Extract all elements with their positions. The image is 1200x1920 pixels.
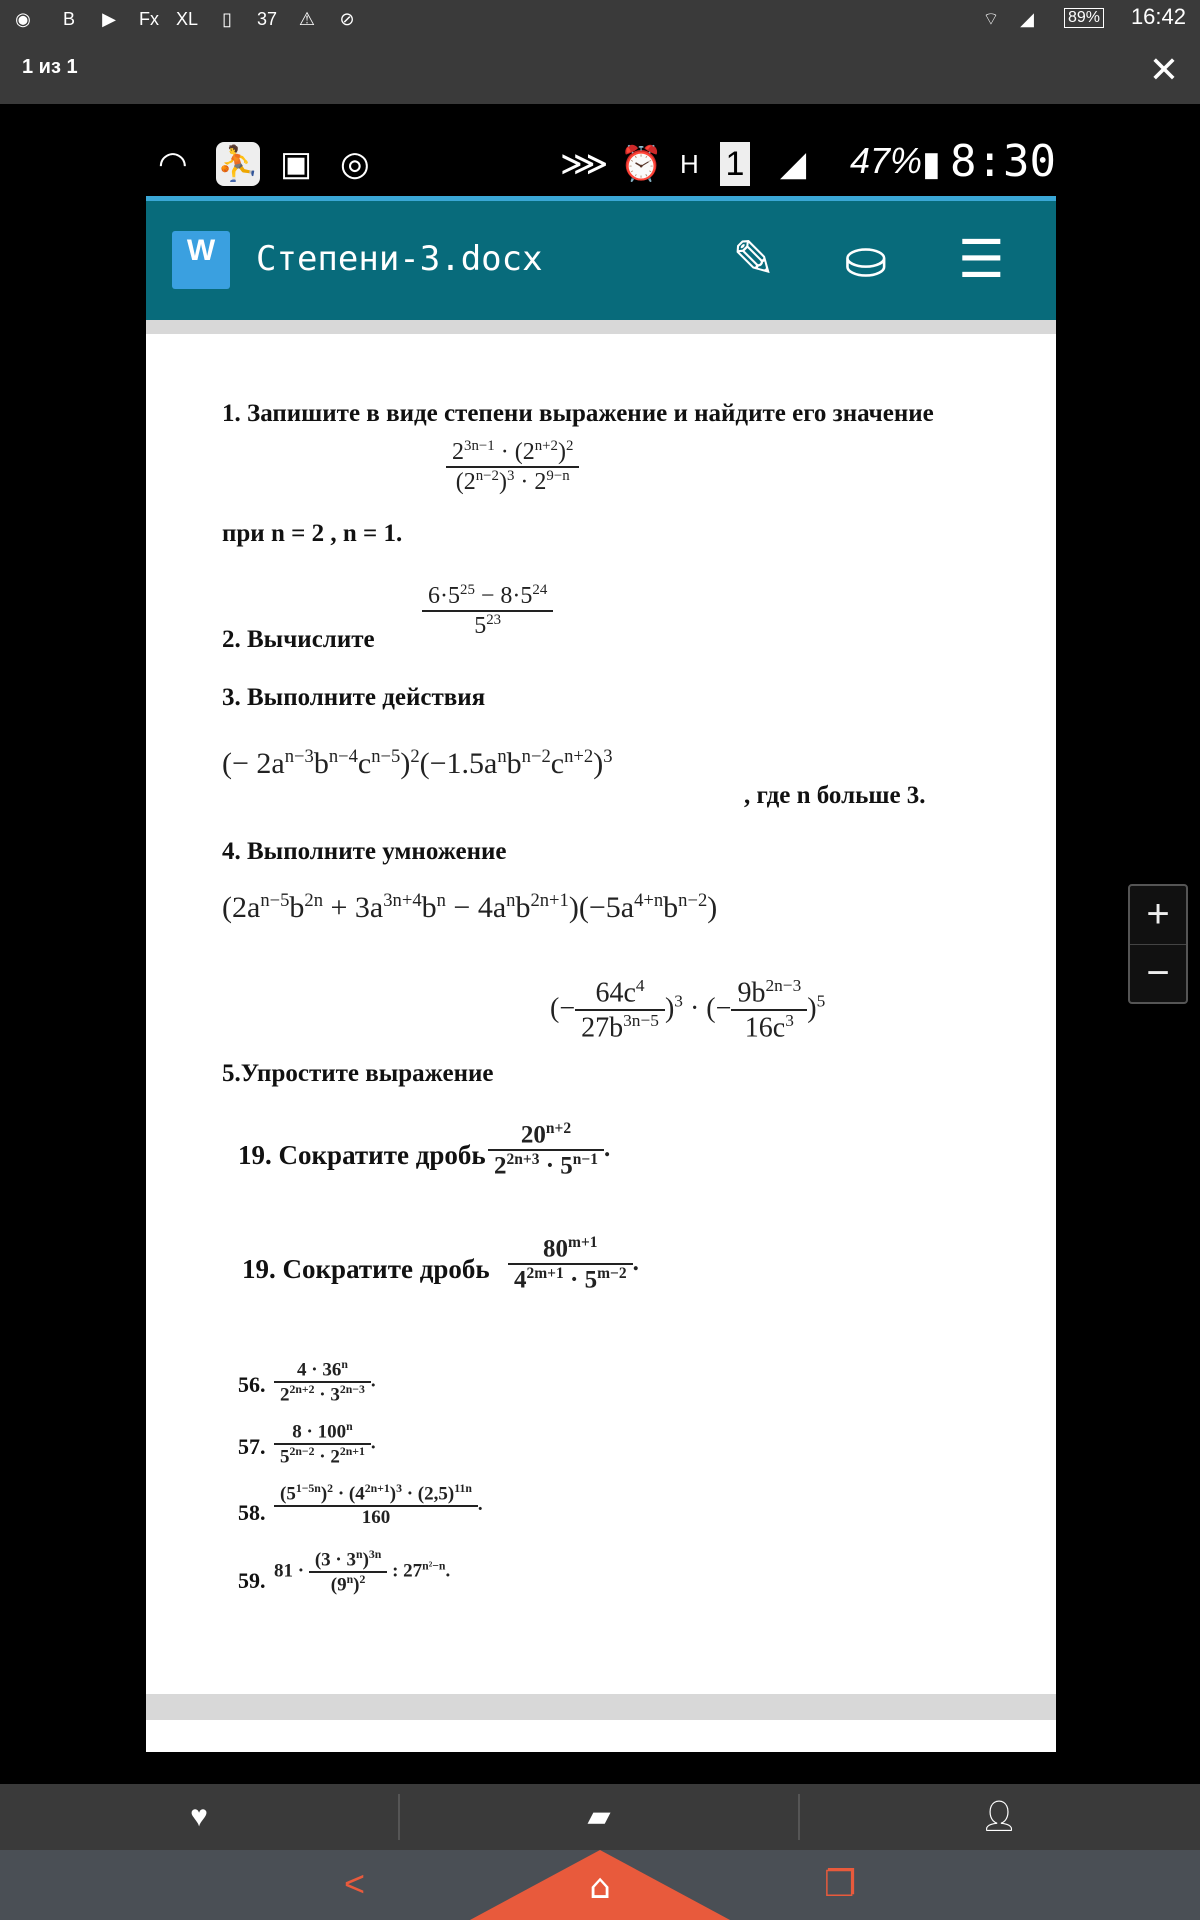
word-icon: W: [172, 231, 230, 289]
pen-icon: ✎: [732, 231, 776, 289]
vk-icon: В: [62, 9, 75, 29]
question-1-title: 1. Запишите в виде степени выражение и найдите его значение: [222, 400, 934, 427]
youtube-icon: ▶: [102, 9, 116, 29]
document-title: Степени-3.docx: [256, 239, 543, 279]
question-19b-title: 19. Сократите дробь: [242, 1254, 490, 1284]
battery-indicator: 89%: [1064, 8, 1104, 28]
zoom-out-button[interactable]: −: [1130, 944, 1186, 1003]
zoom-control: [1128, 884, 1188, 1004]
question-4-formula: $(2a^{n-5}b^{2n} + 3a^{3n+4}b^n - 4a^nb^{2n+1})(-5a^{4+n}b^{n-2})$: [222, 890, 718, 924]
signal-icon: ◢: [780, 145, 807, 183]
problem-58-label: 58.: [238, 1500, 266, 1525]
back-icon[interactable]: <: [344, 1863, 366, 1904]
binoculars-icon: ⛀: [844, 231, 888, 289]
wifi-icon: ⌔: [982, 9, 1000, 29]
network-type: H: [680, 149, 699, 179]
problem-57-label: 57.: [238, 1434, 266, 1459]
status-time: 16:42: [1130, 4, 1186, 29]
question-3-condition: , где n больше 3.: [744, 782, 926, 809]
problem-57-formula: $\frac{8 \cdot 100^n}{5^{2n-2} \cdot 2^{2n+1}}$ .: [274, 1420, 376, 1469]
sim-indicator: 1: [720, 142, 750, 186]
photo-status-bar: [146, 132, 1056, 196]
word-app-bar: [146, 196, 1056, 320]
page-bottom-band: [146, 1694, 1056, 1720]
alarm-icon: ⏰: [620, 145, 663, 183]
status-bar: [0, 0, 1200, 38]
close-icon[interactable]: ✕: [1148, 49, 1180, 90]
image-counter: 1 из 1: [22, 56, 78, 78]
signal-icon: ◢: [1020, 9, 1034, 29]
profile-icon[interactable]: 👤︎: [979, 1800, 1019, 1833]
navigation-bar: [0, 1850, 1200, 1920]
viewer-header: [0, 38, 1200, 104]
question-19a-title: 19. Сократите дробь: [238, 1140, 486, 1170]
question-1-condition: при n = 2 , n = 1.: [222, 520, 403, 547]
photo-clock: 8:30: [950, 136, 1056, 187]
question-2-title: 2. Вычислите: [222, 626, 375, 653]
problem-59-formula: 81 · $\frac{(3 \cdot 3^n)^{3n}}{(9^n)^2}$ : $27^{n^2-n}$.: [274, 1548, 451, 1596]
question-3-formula: (− $2a^{n-3}b^{n-4}c^{n-5})^2(-1.5a^nb^{n-2}c^{n+2})^3$: [222, 746, 613, 780]
page-top-band: [146, 320, 1056, 334]
problem-56-label: 56.: [238, 1372, 266, 1397]
question-19b-formula: $\frac{80^{m+1}}{4^{2m+1} \cdot 5^{m-2}}$ .: [508, 1234, 639, 1295]
question-2-formula: $\frac{6\cdot 5^{25} - 8\cdot 5^{24}}{5^{23}}$: [422, 582, 553, 640]
fitness-icon: ⛹: [216, 142, 260, 186]
wifi-icon: ◠: [158, 145, 188, 183]
gallery-icon: ▣: [280, 145, 313, 183]
question-19a-formula: $\frac{20^{n+2}}{2^{2n+3} \cdot 5^{n-1}}$ .: [488, 1120, 610, 1181]
warning-icon: ⚠: [298, 9, 316, 29]
problem-56-formula: $\frac{4 \cdot 36^n}{2^{2n+2} \cdot 3^{2n-3}}$ .: [274, 1358, 376, 1407]
opera-icon: ◉: [15, 9, 31, 29]
question-5-formula: (− $\frac{64c^4}{27b^{3n-5}}$ )$^3$ · (− $\frac{9b^{2n-3}}{16c^3}$ )$^5$: [550, 976, 826, 1044]
sim-icon: ▯: [222, 9, 232, 29]
menu-icon: ☰: [958, 231, 1005, 289]
battery-icon: ▮: [922, 145, 941, 183]
question-4-title: 4. Выполните умножение: [222, 838, 507, 865]
keyboard-icon: 37: [256, 9, 278, 29]
vpn-icon: ⊘: [339, 9, 355, 29]
question-1-formula: $\frac{2^{3n-1} \cdot (2^{n+2})^2}{(2^{n-2})^3 \cdot 2^{9-n}}$: [446, 438, 579, 496]
windows-icon[interactable]: ❐: [824, 1863, 857, 1904]
heart-icon[interactable]: ♥: [190, 1800, 208, 1833]
bottom-tab-bar: [0, 1784, 1200, 1850]
question-5-title: 5.Упростите выражение: [222, 1060, 494, 1087]
home-icon: ⌂: [589, 1867, 611, 1907]
question-3-title: 3. Выполните действия: [222, 684, 486, 711]
fx-icon: Fx: [139, 9, 159, 29]
instagram-icon: ◎: [340, 145, 370, 183]
home-button[interactable]: [470, 1850, 730, 1920]
mute-icon: ⋙: [560, 145, 609, 183]
zoom-in-button[interactable]: +: [1146, 892, 1170, 936]
problem-59-label: 59.: [238, 1568, 266, 1593]
problem-58-formula: $\frac{(5^{1-5n})^2 \cdot (4^{2n+1})^3 \cdot (2,5)^{11n}}{160}$ .: [274, 1482, 483, 1529]
comment-icon[interactable]: ▰: [587, 1800, 611, 1833]
document-page: [146, 320, 1056, 1752]
photo-battery-percent: 47%: [850, 140, 923, 181]
xl-icon: XL: [175, 9, 199, 29]
